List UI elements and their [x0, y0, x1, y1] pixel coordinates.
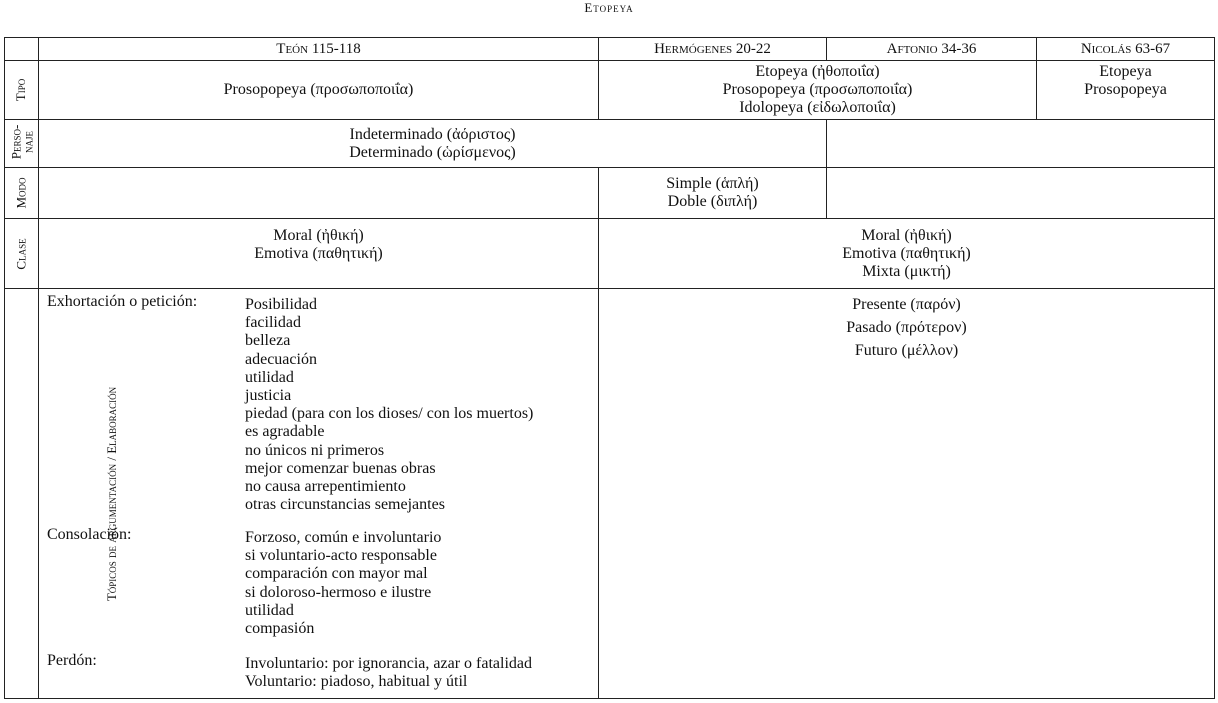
- page-title: Etopeya: [584, 0, 634, 15]
- corner-cell: [5, 38, 39, 61]
- etopeya-table: [4, 37, 1215, 699]
- clase-teon: Moral (ἠθική) Emotiva (παθητική): [39, 219, 599, 289]
- row-topicos: [5, 289, 1215, 699]
- tipo-teon: Prosopopeya (προσωποποιΐα): [39, 61, 599, 120]
- row-label-personaje: Perso- naje: [5, 120, 39, 168]
- row-label-topicos: Tópicos de argumentación / Elaboración: [5, 289, 39, 699]
- list-perdon: Involuntario: por ignorancia, azar o fatalidad Voluntario: piadoso, habitual y útil: [245, 655, 532, 691]
- list-consolacion: Forzoso, común e involuntario si voluntario-acto responsable comparación con mayor mal si doloroso-hermoso e ilustre utilidad compasión: [245, 529, 442, 638]
- header-teon: Teón 115-118: [39, 38, 599, 61]
- row-clase: [5, 219, 1215, 289]
- clase-others: Moral (ἠθική) Emotiva (παθητική) Mixta (μικτή): [599, 219, 1215, 289]
- personaje-teon-hermogenes: Indeterminado (ἀόριστος) Determinado (ὡρίσμενος): [39, 120, 827, 168]
- header-nicolas: Nicolás 63-67: [1037, 38, 1215, 61]
- modo-teon-empty: [39, 168, 599, 219]
- personaje-empty: [827, 120, 1215, 168]
- row-label-modo: Modo: [5, 168, 39, 219]
- header-hermogenes: Hermógenes 20-22: [599, 38, 827, 61]
- modo-empty: [827, 168, 1215, 219]
- topicos-tiempos: Presente (παρόν) Pasado (πρότερον) Futuro (μέλλον): [599, 289, 1215, 699]
- header-aftonio: Aftonio 34-36: [827, 38, 1037, 61]
- row-personaje: [5, 120, 1215, 168]
- row-modo: [5, 168, 1215, 219]
- row-label-tipo: Tipo: [5, 61, 39, 120]
- header-row: [5, 38, 1215, 61]
- tipo-hermogenes-aftonio: Etopeya (ἠθοποιΐα) Prosopopeya (προσωποποιΐα) Idolopeya (εἰδωλοποιΐα): [599, 61, 1037, 120]
- topicos-teon: Exhortación o petición: Posibilidad facilidad belleza adecuación utilidad justicia piedad (para con los dioses/ con los muertos) es agradable no únicos ni primeros mejor comenzar buenas obras no causa arrepentimiento otras circunstancias semejantes Consolación: Forzoso, común e involuntario si voluntario-acto responsable comparación con mayor mal si doloroso-hermoso e ilustre utilidad compasión Perdón: Involuntario: por ignorancia, azar o fatalidad Voluntario: piadoso, habitual y útil: [39, 289, 599, 699]
- list-exhortacion: Posibilidad facilidad belleza adecuación utilidad justicia piedad (para con los dioses/ con los muertos) es agradable no únicos ni primeros mejor comenzar buenas obras no causa arrepentimiento otras circunstancias semejantes: [245, 296, 534, 514]
- tipo-nicolas: Etopeya Prosopopeya: [1037, 61, 1215, 120]
- row-tipo: [5, 61, 1215, 120]
- modo-hermogenes: Simple (ἁπλή) Doble (διπλή): [599, 168, 827, 219]
- row-label-clase: Clase: [5, 219, 39, 289]
